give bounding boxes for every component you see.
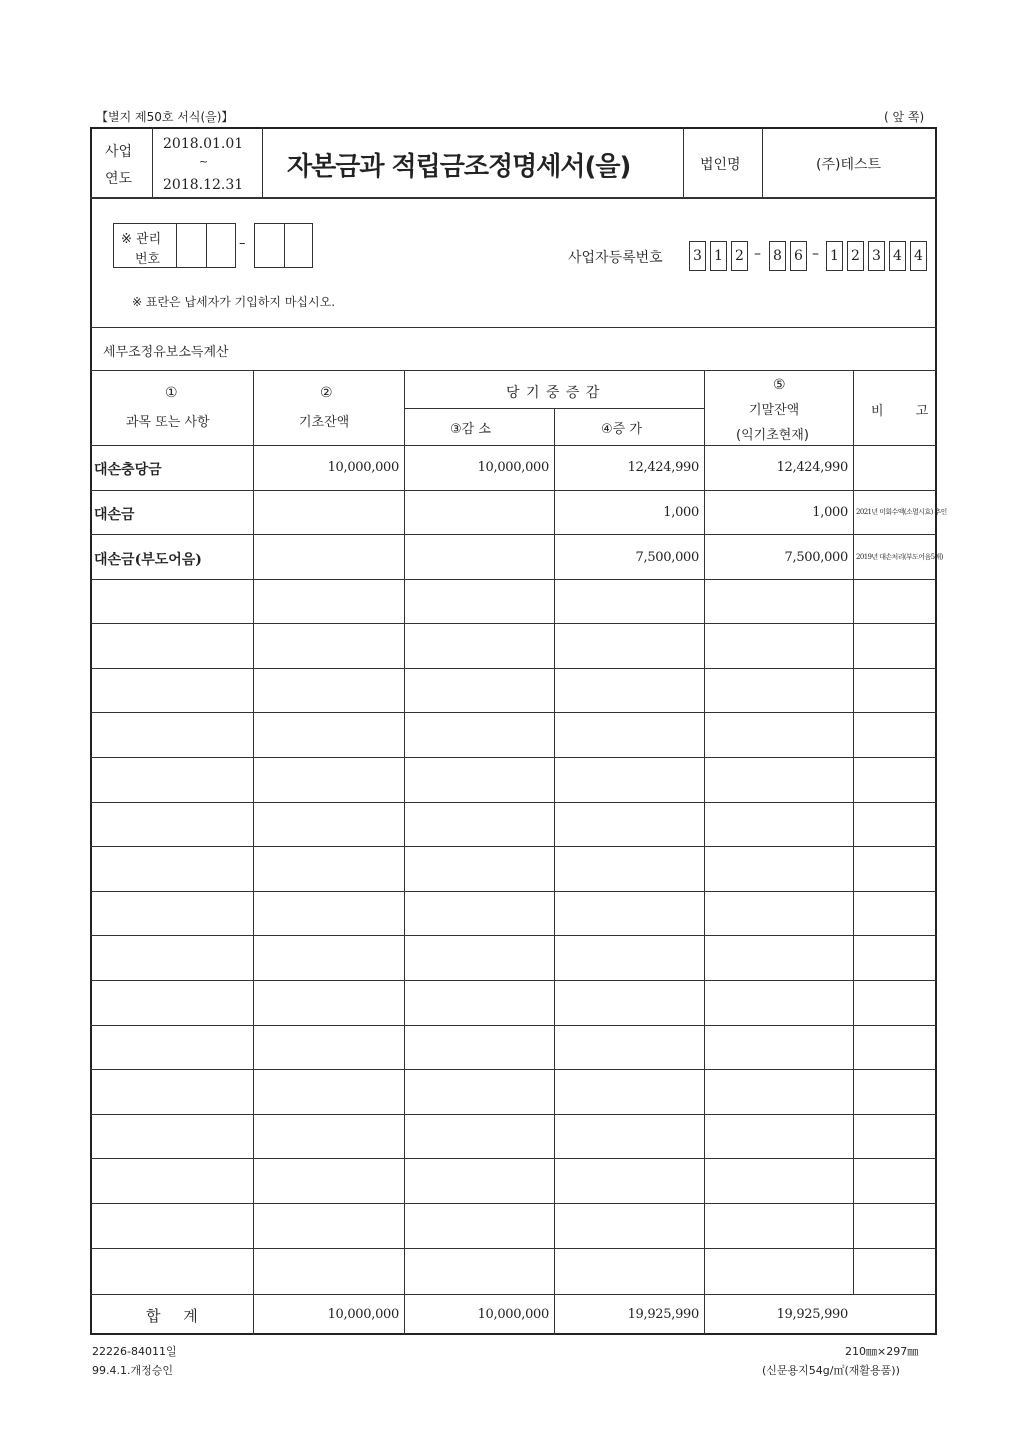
bizno-digit: 4 — [889, 241, 906, 271]
total-decrease: 10,000,000 — [477, 1307, 549, 1322]
bizno-digit: 6 — [790, 241, 807, 271]
divider — [90, 370, 937, 371]
row-closing: 7,500,000 — [784, 550, 848, 565]
bizno-dash: – — [812, 246, 819, 262]
corp-label: 법인명 — [700, 157, 741, 173]
mgmt-label-1: ※ 관리 — [121, 232, 162, 247]
divider — [90, 327, 937, 328]
divider — [90, 1158, 937, 1159]
divider — [90, 490, 937, 491]
bizno-digit: 2 — [731, 241, 748, 271]
col2-label: 기초잔액 — [299, 415, 350, 430]
corp-name: (주)테스트 — [816, 157, 882, 173]
divider — [90, 891, 937, 892]
divider — [206, 223, 207, 268]
total-label: 합 계 — [146, 1307, 198, 1325]
row-closing: 1,000 — [812, 505, 848, 520]
mgmt-label-2: 번호 — [135, 252, 161, 267]
divider — [90, 802, 937, 803]
mgmt-dash: – — [239, 236, 246, 251]
divider — [90, 445, 937, 446]
notice-text: ※ 표란은 납세자가 기입하지 마십시오. — [132, 295, 336, 309]
page-side-label: ( 앞 쪽) — [884, 110, 925, 124]
bizno-digit: 1 — [826, 241, 843, 271]
bizno-label: 사업자등록번호 — [568, 250, 663, 266]
divider — [90, 1248, 937, 1249]
bizno-digit: 1 — [710, 241, 727, 271]
col5-number: ⑤ — [773, 377, 786, 393]
row-opening: 10,000,000 — [327, 460, 399, 475]
bizno-digit: 3 — [689, 241, 706, 271]
remark-label: 비 고 — [871, 404, 929, 419]
divider — [404, 370, 405, 1335]
row-decrease: 10,000,000 — [477, 460, 549, 475]
row-item: 대손금(부도어음) — [94, 552, 202, 568]
row-item: 대손금 — [94, 507, 135, 523]
col5-sub: (익기초현재) — [736, 428, 809, 443]
form-title: 자본금과 적립금조정명세서(을) — [287, 152, 631, 182]
divider — [90, 1025, 937, 1026]
form-reference: 【별지 제50호 서식(을)】 — [96, 110, 234, 124]
period-start: 2018.01.01 — [163, 136, 244, 152]
divider — [90, 1294, 937, 1295]
divider — [90, 623, 937, 624]
col2-number: ② — [320, 385, 333, 401]
divider — [176, 223, 177, 268]
col4-label: ④증 가 — [601, 422, 642, 437]
footer-form-code: 22226-84011일 — [92, 1345, 177, 1358]
period-label-2: 연도 — [105, 171, 133, 187]
bizno-digit: 4 — [910, 241, 927, 271]
col1-label: 과목 또는 사항 — [126, 415, 210, 430]
total-closing: 19,925,990 — [776, 1307, 848, 1322]
divider — [554, 408, 555, 1335]
divider — [90, 1069, 937, 1070]
row-closing: 12,424,990 — [776, 460, 848, 475]
col3-label: ③감 소 — [450, 422, 491, 437]
divider — [853, 370, 854, 1295]
divider — [90, 668, 937, 669]
period-tilde: ~ — [199, 155, 209, 168]
period-end: 2018.12.31 — [163, 177, 244, 193]
divider — [90, 935, 937, 936]
footer-revision: 99.4.1.개정승인 — [92, 1364, 173, 1377]
row-remark: 2021년 미회수액(소멸시효) 추인 — [856, 508, 947, 516]
divider — [90, 757, 937, 758]
row-increase: 1,000 — [663, 505, 699, 520]
divider — [90, 579, 937, 580]
divider — [253, 370, 254, 1335]
period-label-1: 사업 — [105, 144, 133, 160]
col5-label: 기말잔액 — [749, 403, 800, 418]
row-remark: 2019년 대손처리(부도어음5매) — [856, 553, 943, 561]
bizno-digit: 3 — [868, 241, 885, 271]
bizno-digit: 8 — [769, 241, 786, 271]
total-increase: 19,925,990 — [627, 1307, 699, 1322]
divider — [90, 1203, 937, 1204]
divider-title — [90, 197, 937, 199]
total-opening: 10,000,000 — [327, 1307, 399, 1322]
divider — [90, 1114, 937, 1115]
row-increase: 12,424,990 — [627, 460, 699, 475]
row-item: 대손충당금 — [94, 462, 162, 478]
row-increase: 7,500,000 — [635, 550, 699, 565]
footer-paper-size: 210㎜×297㎜ — [845, 1345, 919, 1358]
divider — [284, 223, 285, 268]
divider — [262, 127, 263, 197]
footer-paper-spec: (신문용지54g/㎡(재활용품)) — [762, 1364, 900, 1377]
divider — [683, 127, 684, 197]
divider — [152, 127, 153, 197]
divider — [90, 980, 937, 981]
bizno-dash: – — [754, 246, 761, 262]
divider — [762, 127, 763, 197]
divider — [90, 712, 937, 713]
bizno-digit: 2 — [847, 241, 864, 271]
divider — [90, 534, 937, 535]
col1-number: ① — [165, 385, 178, 401]
change-group-label: 당 기 중 증 감 — [506, 385, 601, 401]
divider — [90, 846, 937, 847]
section-title: 세무조정유보소득계산 — [103, 345, 229, 360]
